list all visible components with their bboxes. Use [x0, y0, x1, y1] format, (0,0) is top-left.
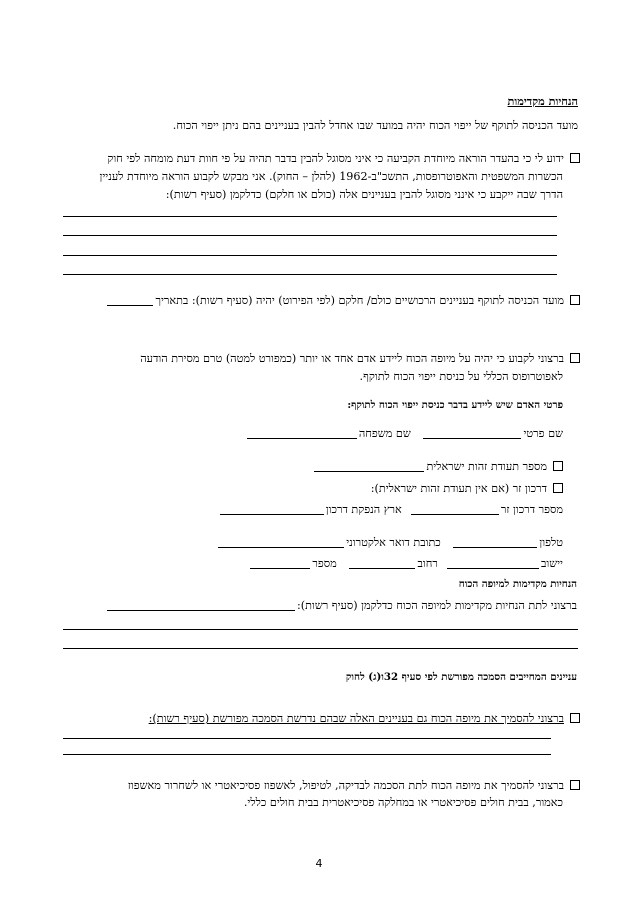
address-row: יישוב רחוב מספר — [248, 556, 563, 571]
option-5-line-1: ברצוני להסמיך את מיופה הכוח לתת הסכמה לבדיקה, לטיפול, לאשפוז פסיכיאטרי או לשחרור מאשפוז — [128, 778, 580, 793]
option-1-answer-line[interactable] — [63, 216, 557, 217]
option-1-line-3: הדרך שבה ייקבע כי אינני מסוגל להבין בעניינים אלה (כולם או חלקם) כדלקמן (סעיף רשות): — [165, 188, 563, 201]
option-5-checkbox[interactable] — [570, 780, 580, 790]
option-1-checkbox[interactable] — [570, 153, 580, 163]
option-5-line-2: כאמור, בבית חולים פסיכיאטרי או במחלקה פסיכיאטרית בבית חולים כללי. — [243, 796, 563, 809]
passport-country-field[interactable] — [220, 514, 324, 515]
settlement-field[interactable] — [447, 568, 539, 569]
id-row: מספר תעודת זהות ישראלית — [312, 459, 563, 474]
explicit-authorization-heading: עניינים המחייבים הסמכה מפורשת לפי סעיף 32ו(ג) לחוק — [345, 671, 577, 683]
id-checkbox[interactable] — [553, 461, 563, 471]
intro-text: מועד הכניסה לתוקף של ייפוי הכוח יהיה במועד שבו אחדל להבין בעניינים בהם ניתן ייפוי הכוח. — [172, 119, 578, 132]
passport-row: דרכון זר (אם אין תעודת זהות ישראלית): — [371, 481, 563, 496]
option-3-checkbox[interactable] — [570, 353, 580, 363]
contact-row: טלפון כתובת דואר אלקטרוני — [216, 535, 563, 550]
passport-details-row: מספר דרכון זר ארץ הנפקת דרכון — [218, 502, 563, 517]
last-name-field[interactable] — [247, 438, 357, 439]
street-field[interactable] — [349, 568, 415, 569]
passport-number-field[interactable] — [411, 514, 499, 515]
option-1-answer-line[interactable] — [63, 255, 557, 256]
phone-field[interactable] — [453, 547, 537, 548]
option-4-checkbox[interactable] — [570, 713, 580, 723]
option-1-line-2: הכשרות המשפטית והאפוטרופסות, התשכ"ב-1962 (להלן – החוק). אני מבקש לקבוע הוראה מיוחדת לעניין — [99, 170, 563, 183]
advance-directives-heading: הנחיות מקדימות למיופה הכוח — [458, 578, 577, 590]
page-number: 4 — [315, 857, 323, 870]
number-field[interactable] — [250, 568, 310, 569]
option-1-line-1: ידוע לי כי בהעדר הוראה מיוחדת הקביעה כי איני מסוגל להבין בדבר תהיה על פי חוות דעת מומחה לפי חוק — [107, 151, 580, 166]
person-details-heading: פרטי האדם שיש ליידע בדבר כניסת ייפוי הכוח לתוקף: — [347, 399, 563, 411]
option-2-line: מועד הכניסה לתוקף בעניינים הרכושיים כולם/ חלקם (לפי הפירוט) יהיה (סעיף רשות): בתאריך — [105, 293, 580, 308]
name-row: שם פרטי שם משפחה — [245, 426, 563, 441]
option-3-line-2: לאפוטרופוס הכללי על כניסת ייפוי הכוח לתוקף. — [359, 370, 563, 383]
advance-directives-line: ברצוני לתת הנחיות מקדימות למיופה הכוח כדלקמן (סעיף רשות): — [105, 598, 577, 613]
option-4-answer-line[interactable] — [63, 738, 551, 739]
option-4-line: ברצוני להסמיך את מיופה הכוח גם בעניינים האלה שבהם נדרשת הסמכה מפורשת (סעיף רשות): — [149, 711, 580, 726]
email-field[interactable] — [218, 547, 344, 548]
passport-checkbox[interactable] — [553, 483, 563, 493]
option-2-checkbox[interactable] — [570, 295, 580, 305]
option-1-answer-line[interactable] — [63, 235, 557, 236]
date-field[interactable] — [107, 305, 153, 306]
advance-answer-line[interactable] — [63, 648, 578, 649]
option-3-line-1: ברצוני לקבוע כי יהיה על מיופה הכוח ליידע אדם אחד או יותר (כמפורט למטה) טרם מסירת הודעה — [140, 351, 580, 366]
id-number-field[interactable] — [314, 471, 424, 472]
first-name-field[interactable] — [423, 438, 521, 439]
advance-answer-line[interactable] — [63, 629, 578, 630]
option-1-answer-line[interactable] — [63, 274, 557, 275]
option-4-answer-line[interactable] — [63, 754, 551, 755]
advance-directives-field[interactable] — [107, 610, 295, 611]
section-title: הנחיות מקדימות — [507, 94, 578, 108]
